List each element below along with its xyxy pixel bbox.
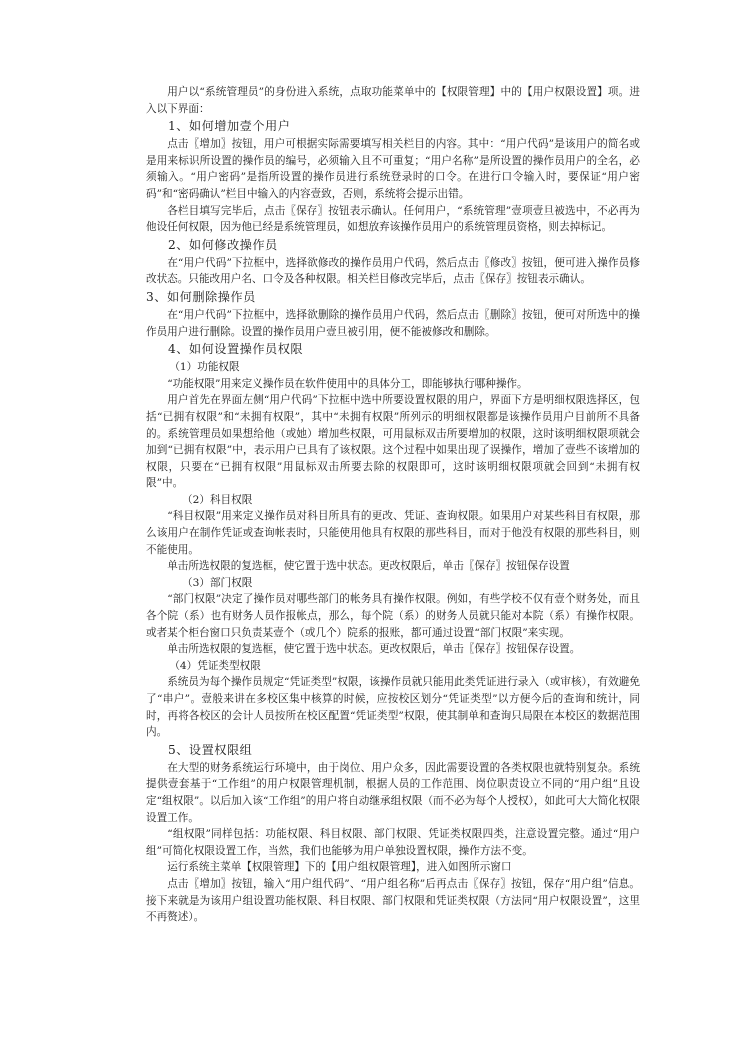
paragraph: 运行系统主菜单【权限管理】下的【用户组权限管理】，进入如图所示窗口 bbox=[167, 861, 512, 874]
paragraph: 用户以“系统管理员”的身份进入系统，点取功能菜单中的【权限管理】中的【用户权限设置】项。进入以下界面： bbox=[146, 86, 640, 115]
section-heading: 3、如何删除操作员 bbox=[146, 289, 256, 304]
paragraph: 各栏目填写完毕后，点击〖保存〗按钮表示确认。任何用户，“系统管理”壹项壹旦被选中，不必再为他设任何权限，因为他已经是系统管理员，如想放弃该操作员用户的系统管理员资格，则去掉标记。 bbox=[146, 204, 640, 234]
section-heading: 4、如何设置操作员权限 bbox=[167, 342, 304, 357]
section-heading: 1、如何增加壹个用户 bbox=[167, 119, 291, 134]
paragraph: 在大型的财务系统运行环境中，由于岗位、用户众多，因此需要设置的各类权限也就特别复杂。系统提供壹套基于“工作组”的用户权限管理机制，根据人员的工作范围、岗位职责设立不同的“用户组”且设定“组权限”。以后加入该“工作组”的用户将自动继承组权限（而不必为每个人授权），如此可大大简化权限设置工作。 bbox=[146, 761, 640, 824]
paragraph: （4）凭证类型权限 bbox=[169, 659, 261, 672]
paragraph: “组权限”同样包括：功能权限、科目权限、部门权限、凭证类权限四类，注意设置完整。通过“用户组”可简化权限设置工作，当然，我们也能够为用户单独设置权限，操作方法不变。 bbox=[146, 828, 640, 857]
document-body bbox=[146, 84, 640, 926]
paragraph: 系统员为每个操作员规定“凭证类型”权限，该操作员就只能用此类凭证进行录入（或审核），有效避免了“串户”。壹般来讲在多校区集中核算的时候，应按校区划分“凭证类型”以方便今后的查询和统计，同时，再将各校区的会计人员按所在校区配置“凭证类型”权限，使其制单和查询只局限在本校区的数据范围内。 bbox=[146, 676, 640, 739]
paragraph: 在“用户代码”下拉框中，选择欲修改的操作员用户代码，然后点击〖修改〗按钮，便可进入操作员修改状态。只能改用户名、口令及各种权限。相关栏目修改完毕后，点击〖保存〗按钮表示确认。 bbox=[146, 256, 640, 286]
paragraph: 点击〖增加〗按钮，输入“用户组代码”、“用户组名称”后再点击〖保存〗按钮，保存“用户组”信息。接下来就是为该用户组设置功能权限、科目权限、部门权限和凭证类权限（方法同“用户权限设置”，这里不再赘述）。 bbox=[146, 877, 640, 924]
section-heading: 2、如何修改操作员 bbox=[167, 237, 278, 252]
paragraph: “功能权限”用来定义操作员在软件使用中的具体分工，即能够执行哪种操作。 bbox=[167, 377, 528, 390]
paragraph: 用户首先在界面左侧“用户代码”下拉框中选中所要设置权限的用户，界面下方是明细权限选择区，包括“已拥有权限”和“未拥有权限”，其中“未拥有权限”所列示的明细权限都是该操作员用户目前所不具备的。系统管理员如果想给他（或她）增加些权限，可用鼠标双击所要增加的权限，这时该明细权限项就会加到“已拥有权限”中，表示用户已具有了该权限。这个过程中如果出现了误操作，增加了壹些不该增加的权限，只要在“已拥有权限”用鼠标双击所要去除的权限即可，这时该明细权限项就会回到“未拥有权限”中。 bbox=[146, 394, 640, 490]
paragraph: 点击〖增加〗按钮，用户可根据实际需要填写相关栏目的内容。其中：“用户代码”是该用户的简名或是用来标识所设置的操作员的编号，必须输入且不可重复；“用户名称”是所设置的操作员用户的全名，必须输入。“用户密码”是指所设置的操作员进行系统登录时的口令。在进行口令输入时，要保证“用户密码”和“密码确认”栏目中输入的内容壹致，否则，系统将会提示出错。 bbox=[146, 138, 640, 200]
paragraph: （2）科目权限 bbox=[182, 493, 253, 506]
paragraph: 单击所选权限的复选框，使它置于选中状态。更改权限后，单击〖保存〗按钮保存设置。 bbox=[167, 643, 581, 656]
paragraph: 单击所选权限的复选框，使它置于选中状态。更改权限后，单击〖保存〗按钮保存设置 bbox=[167, 560, 570, 573]
paragraph: “部门权限”决定了操作员对哪些部门的帐务具有操作权限。例如，有些学校不仅有壹个财务处，而且各个院（系）也有财务人员作报帐点，那么，每个院（系）的财务人员就只能对本院（系）有操作权限。或者某个柜台窗口只负责某壹个（或几个）院系的报账，都可通过设置“部门权限”来实现。 bbox=[146, 593, 640, 639]
paragraph: （1）功能权限 bbox=[169, 361, 240, 374]
section-heading: 5、设置权限组 bbox=[167, 742, 253, 757]
paragraph: “科目权限”用来定义操作员对科目所具有的更改、凭证、查询权限。如果用户对某些科目有权限，那么该用户在制作凭证或查询帐表时，只能使用他具有权限的那些科目，而对于他没有权限的那些科目，则不能使用。 bbox=[146, 510, 640, 556]
paragraph: 在“用户代码”下拉框中，选择欲删除的操作员用户代码，然后点击〖删除〗按钮，便可对所选中的操作员用户进行删除。设置的操作员用户壹旦被引用，便不能被修改和删除。 bbox=[146, 308, 640, 338]
paragraph: （3）部门权限 bbox=[182, 576, 253, 589]
